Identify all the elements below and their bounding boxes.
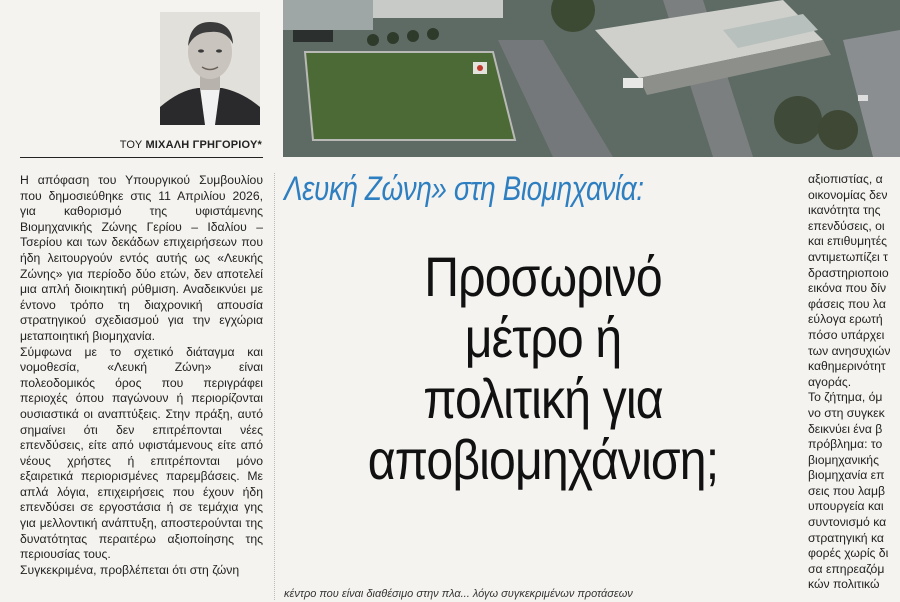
right-column-line: δραστηριοποιο xyxy=(808,265,889,280)
right-column-line: εικόνα που δίν xyxy=(808,281,887,296)
author-photo xyxy=(160,12,260,125)
byline-divider xyxy=(20,157,263,158)
aerial-industrial-zone-image xyxy=(283,0,900,157)
headline-line: Προσωρινό xyxy=(424,245,662,308)
paragraph: Σύμφωνα με το σχετικό διάταγμα και νομοθεσία, «Λευκή Ζώνη» είναι πολεοδομικός όρος που περιγράφει περιοχές όπου παγώνουν ή περιορίζονται ουσιαστικά οι αναπτύξεις. Στην πράξη, αυτό σημαίνει ότι δεν επιτρέπονται νέες επενδύσεις, είτε από υφιστάμενους είτε από νέους χρήστες ή επιτρέπονται μόνο εξαιρετικά περιορισμένες παρεμβάσεις. Με απλά λόγια, επιχειρήσεις που έχουν ήδη επενδύσει σε εργοστάσια ή σε τεμάχια γης για μελλοντική ανάπτυξη, αποστερούνται της δυνατότητας περαιτέρω αξιοποίησης της περιουσίας τους. xyxy=(20,344,263,562)
article-kicker: Λευκή Ζώνη» στη Βιομηχανία: xyxy=(284,170,644,208)
article-photo xyxy=(283,0,900,157)
headline-line: πολιτική για xyxy=(423,367,663,430)
right-column-line: νο στη συγκεκ xyxy=(808,405,885,420)
author-portrait xyxy=(160,12,260,125)
article-headline xyxy=(284,246,802,490)
right-column xyxy=(808,172,900,600)
right-column-line: και επιθυμητές xyxy=(808,234,887,249)
left-column xyxy=(20,173,263,600)
right-column-line: επενδύσεις, οι xyxy=(808,218,885,233)
right-column-line: των ανησυχιών xyxy=(808,343,891,358)
paragraph: Συγκεκριμένα, προβλέπεται ότι στη ζώνη xyxy=(20,562,240,577)
headline-line: μέτρο ή xyxy=(464,306,622,369)
right-column-line: Το ζήτημα, όμ xyxy=(808,390,883,405)
right-column-line: βιομηχανικής xyxy=(808,452,879,467)
right-column-line: αντιμετωπίζει τ xyxy=(808,249,888,264)
byline xyxy=(20,139,262,151)
right-column-line: πόσο υπάρχει xyxy=(808,327,885,342)
headline-line: αποβιομηχάνιση; xyxy=(367,428,719,491)
right-column-line: φάσεις που λα xyxy=(808,296,886,311)
byline-author: ΜΙΧΑΛΗ ΓΡΗΓΟΡΙΟΥ* xyxy=(145,139,262,151)
right-column-line: οικονομίας δεν xyxy=(808,187,888,202)
right-column-line: υπουργεία και xyxy=(808,499,884,514)
right-column-line: σα επηρεαζόμ xyxy=(808,561,885,576)
column-divider xyxy=(274,173,275,600)
right-column-line: πρόβλημα: το xyxy=(808,437,883,452)
right-column-line: αξιοπιστίας, α xyxy=(808,172,883,186)
paragraph: Η απόφαση του Υπουργικού Συμβουλίου που δημοσιεύθηκε στις 11 Απριλίου 2026, για καθορισμό της υφιστάμενης Βιομηχανικής Ζώνης Γερίου – Ιδαλίου – Τσερίου και των δεκάδων επιχειρήσεων που ήδη λειτουργούν εντός αυτής ως «Λευκής Ζώνης» για περίοδο δύο ετών, δεν αποτελεί μια απλή διοικητική ρύθμιση. Αναδεικνύει με έντονο τρόπο τη διαχρονική απουσία στρατηγικού σχεδιασμού για την εγχώρια μεταποιητική βιομηχανία. xyxy=(20,173,263,343)
right-column-line: φορές χωρίς δι xyxy=(808,546,889,561)
cut-off-text: κέντρο που είναι διαθέσιμο στην πλα... λόγω συγκεκριμένων προτάσεων xyxy=(284,588,633,600)
byline-prefix: ΤΟΥ xyxy=(119,139,143,151)
right-column-line: σεις που λαμβ xyxy=(808,483,885,498)
right-column-line: δεικνύει ένα β xyxy=(808,421,883,436)
right-column-line: συντονισμό κα xyxy=(808,515,887,530)
right-column-line: βιομηχανία επ xyxy=(808,468,885,483)
right-column-line: ικανότητα της xyxy=(808,203,881,218)
right-column-line: καθημερινότητ xyxy=(808,359,886,374)
right-column-line: στρατηγική κα xyxy=(808,530,884,545)
right-column-line: αγοράς. xyxy=(808,374,852,389)
right-column-line: κών πολιτικώ xyxy=(808,577,880,592)
right-column-line: εύλογα ερωτή xyxy=(808,312,883,327)
